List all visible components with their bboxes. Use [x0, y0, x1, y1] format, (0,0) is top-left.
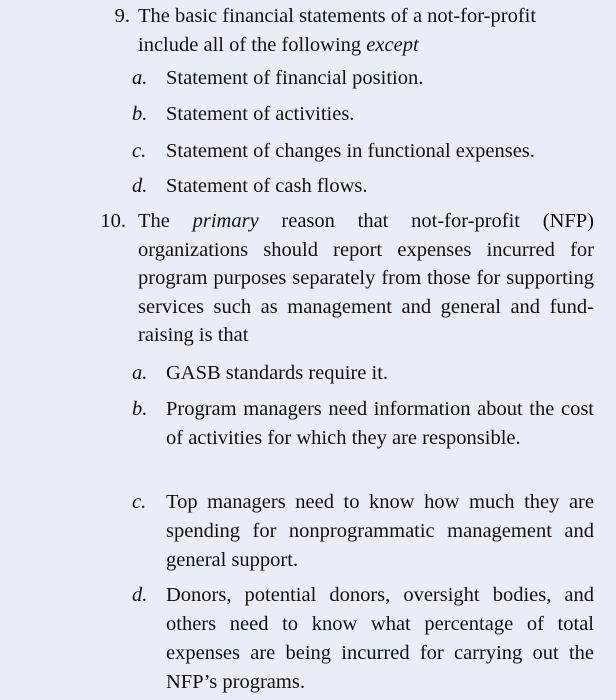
option-letter: d.: [132, 175, 148, 197]
question-9-number: 9.: [114, 5, 130, 27]
option-letter: a.: [132, 362, 148, 384]
option-text: Program managers need information about the cost of activities for which they are responsible.: [166, 398, 594, 449]
question-9-stem-emphasis: except: [366, 33, 419, 56]
option-text: Statement of cash flows.: [166, 175, 368, 197]
question-10-stem-pre: The: [138, 210, 170, 232]
option-letter: b.: [132, 398, 148, 420]
question-10-stem: [138, 207, 594, 350]
option-text: GASB standards require it.: [166, 362, 389, 384]
option-text: Statement of activities.: [166, 103, 355, 125]
option-letter: c.: [132, 140, 147, 162]
question-9-stem: [138, 2, 594, 59]
question-10-stem-emphasis: primary: [192, 210, 259, 232]
option-letter: d.: [132, 584, 148, 606]
question-9-stem-main: The basic financial statements of a not-for-profit include all of the following: [138, 5, 537, 56]
option-text: Statement of changes in functional expenses.: [166, 140, 535, 162]
option-text: Top managers need to know how much they are spending for nonprogrammatic management and general support.: [166, 491, 594, 571]
option-letter: b.: [132, 103, 148, 125]
option-text: Donors, potential donors, oversight bodies, and others need to know what percentage of total expenses are being incurred for carrying out the NFP’s programs.: [166, 584, 594, 693]
question-10-stem-post: reason that not-for-profit (NFP) organizations should report expenses incurred for program purposes separately from those for supporting services such as management and general and fund-raising is that: [138, 210, 594, 346]
option-letter: a.: [132, 67, 148, 89]
option-text: Statement of financial position.: [166, 67, 424, 89]
option-letter: c.: [132, 491, 147, 513]
question-10-number: 10.: [100, 210, 126, 232]
